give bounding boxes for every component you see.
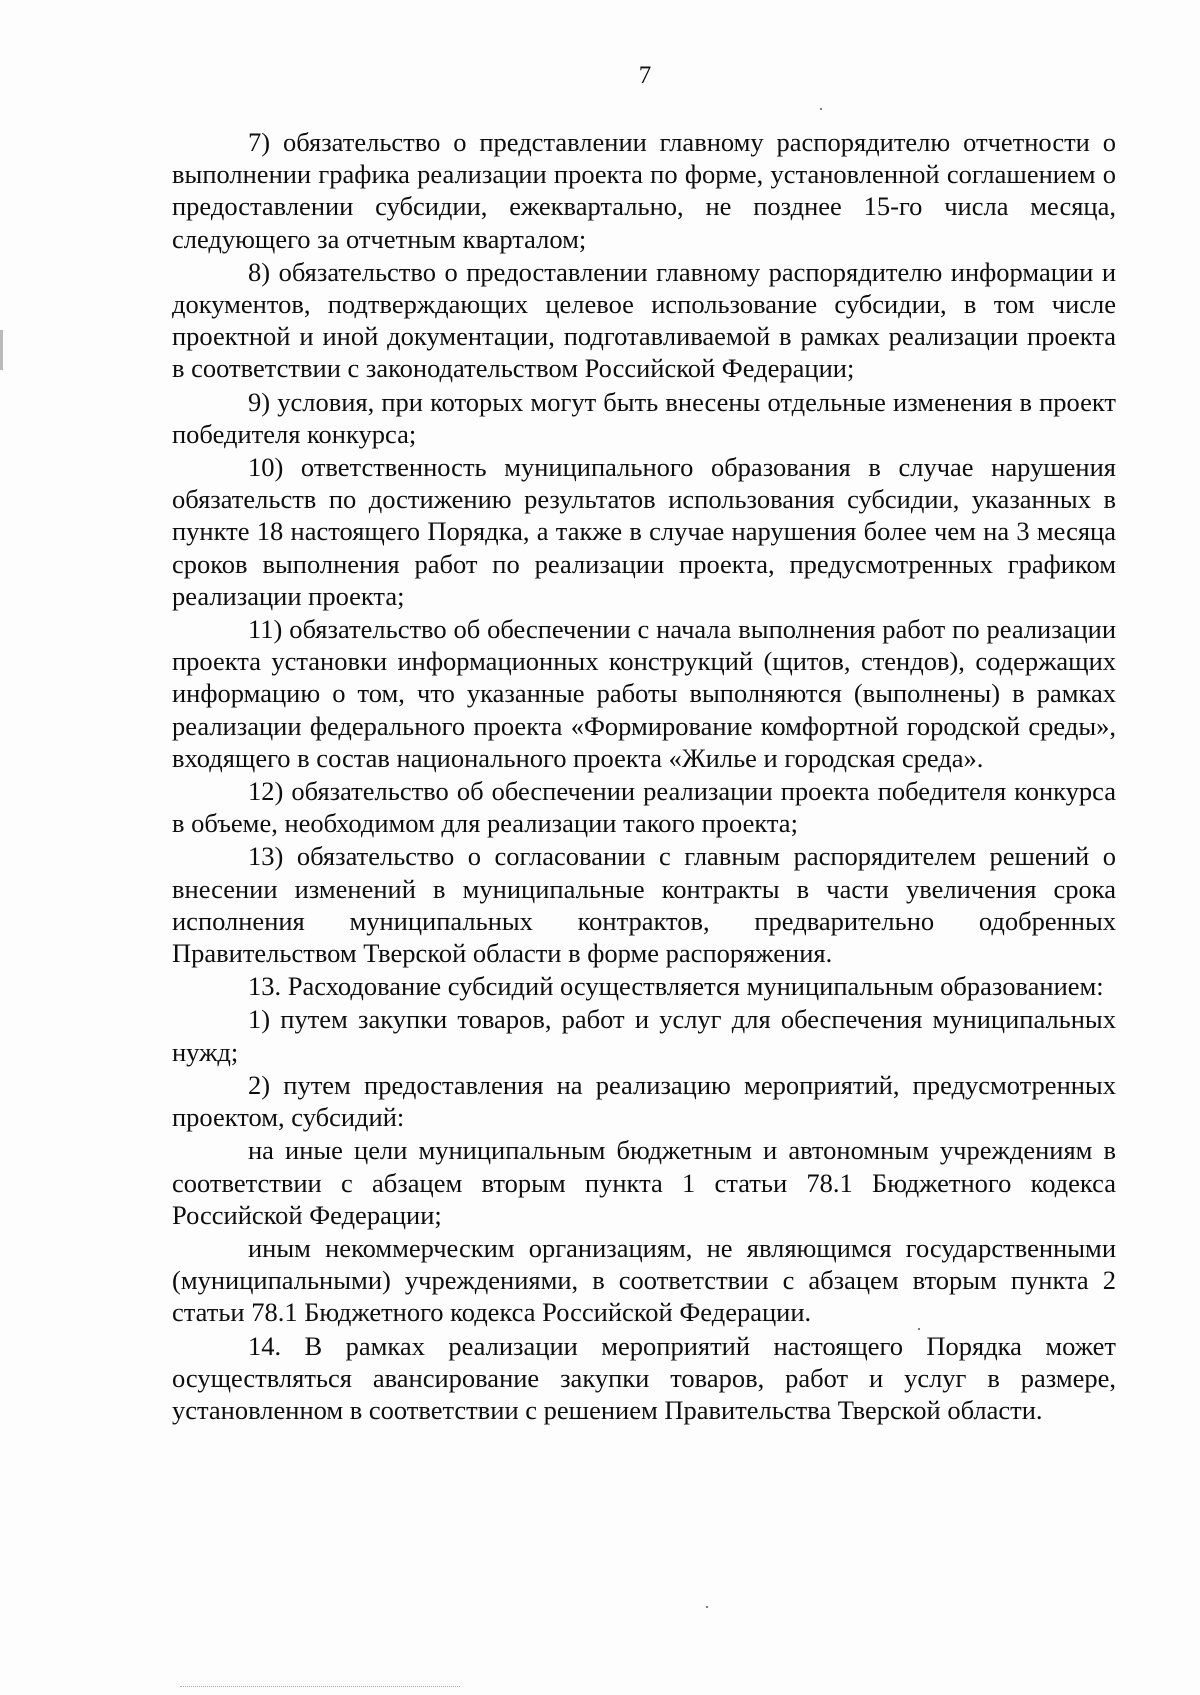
- section-13-item-1-procurement: 1) путем закупки товаров, работ и услуг для обеспечения муниципальных нужд;: [172, 1004, 1116, 1067]
- paragraph-9-change-conditions: 9) условия, при которых могут быть внесены отдельные изменения в проект победителя конкурса;: [172, 386, 1116, 449]
- paragraph-8-documents-obligation: 8) обязательство о предоставлении главному распорядителю информации и документов, подтверждающих целевое использование субсидии, в том числе проектной и иной документации, подготавливаемой в рамках реализации проекта в соответствии с законодательством Российской Федерации;: [172, 256, 1116, 384]
- scan-speck: [918, 1328, 920, 1330]
- section-13-item-2-subsidies: 2) путем предоставления на реализацию мероприятий, предусмотренных проектом, субсидий:: [172, 1069, 1116, 1133]
- scan-speck: [820, 108, 822, 110]
- paragraph-11-info-boards: 11) обязательство об обеспечении с начала выполнения работ по реализации проекта установки информационных конструкций (щитов, стендов), содержащих информацию о том, что указанные работы выполняются (выполнены) в рамках реализации федерального проекта «Формирование комфортной городской среды», входящего в состав национального проекта «Жилье и городская среда».: [172, 614, 1116, 773]
- page-number: 7: [638, 62, 652, 89]
- paragraph-13-contract-changes: 13) обязательство о согласовании с главным распорядителем решений о внесении изменений в муниципальные контракты в части увеличения срока исполнения муниципальных контрактов, предварительно одобренных Правительством Тверской области в форме распоряжения.: [172, 841, 1116, 969]
- scan-footer-noise: [180, 1686, 460, 1690]
- subsidies-nonprofit-organizations: иным некоммерческим организациям, не являющимся государственными (муниципальными) учреждениями, в соответствии с абзацем вторым пункта 2 статьи 78.1 Бюджетного кодекса Российской Федерации.: [172, 1232, 1116, 1328]
- paragraph-7-report-obligation: 7) обязательство о представлении главному распорядителю отчетности о выполнении графика реализации проекта по форме, установленной соглашением о предоставлении субсидии, ежеквартально, не позднее 15-го числа месяца, следующего за отчетным кварталом;: [172, 127, 1116, 254]
- section-14-advance-payment: 14. В рамках реализации мероприятий настоящего Порядка может осуществляться авансирование закупки товаров, работ и услуг в размере, установленном в соответствии с решением Правительства Тверской области.: [172, 1330, 1116, 1425]
- subsidies-budget-institutions: на иные цели муниципальным бюджетным и автономным учреждениям в соответствии с абзацем вторым пункта 1 статьи 78.1 Бюджетного кодекса Российской Федерации;: [172, 1135, 1116, 1230]
- document-body: [172, 126, 1116, 1427]
- scan-speck: [706, 1606, 708, 1608]
- scan-edge-mark: [0, 330, 3, 370]
- paragraph-10-responsibility: 10) ответственность муниципального образования в случае нарушения обязательств по достижению результатов использования субсидии, указанных в пункте 18 настоящего Порядка, а также в случае нарушения более чем на 3 месяца сроков выполнения работ по реализации проекта, предусмотренных графиком реализации проекта;: [172, 452, 1116, 611]
- section-13-subsidy-spending: 13. Расходование субсидий осуществляется муниципальным образованием:: [248, 971, 1104, 1002]
- paragraph-12-project-scope: 12) обязательство об обеспечении реализации проекта победителя конкурса в объеме, необходимом для реализации такого проекта;: [172, 776, 1116, 839]
